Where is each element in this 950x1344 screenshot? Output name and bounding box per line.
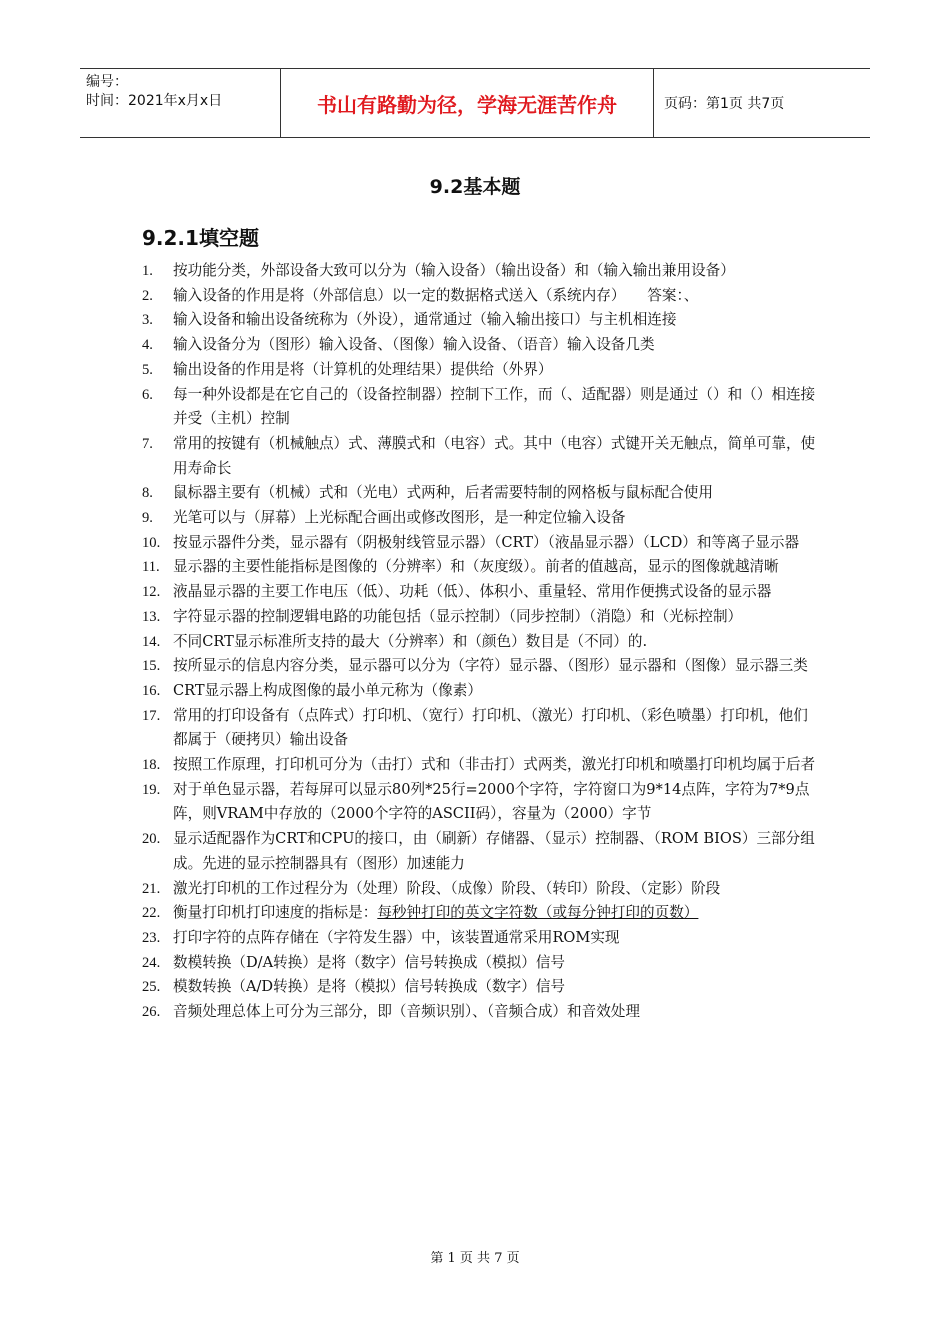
- item-text: [173, 926, 822, 951]
- item-text-main: CRT显示器上构成图像的最小单元称为（像素）: [173, 681, 482, 699]
- item-number: 18.: [142, 757, 161, 774]
- item-number: 10.: [142, 534, 161, 551]
- list-item: [142, 259, 822, 284]
- item-text: [173, 580, 822, 605]
- list-item: [142, 284, 822, 309]
- header-time-label: 时间：2021年x月x日: [86, 93, 223, 109]
- item-text-main: 按功能分类，外部设备大致可以分为（输入设备）（输出设备）和（输入输出兼用设备）: [173, 262, 735, 279]
- item-text-main: 光笔可以与（屏幕）上光标配合画出或修改图形，是一种定位输入设备: [173, 509, 626, 527]
- item-text: [173, 753, 822, 778]
- item-text: [173, 901, 822, 926]
- item-number: 9.: [142, 510, 153, 527]
- item-text: [173, 630, 822, 655]
- list-item: [142, 308, 822, 333]
- list-item: [142, 704, 822, 753]
- section-title: 9.2基本题: [429, 176, 521, 198]
- list-item: [142, 753, 822, 778]
- list-item: [142, 481, 822, 506]
- header-number-label: 编号：: [86, 74, 128, 90]
- item-number: 14.: [142, 633, 161, 650]
- item-text-main: 鼠标器主要有（机械）式和（光电）式两种，后者需要特制的网格板与鼠标配合使用: [173, 484, 713, 502]
- header-meta: [80, 69, 281, 137]
- item-text-main: 数模转换（D/A转换）是将（数字）信号转换成（模拟）信号: [173, 953, 566, 971]
- list-item: [142, 383, 822, 432]
- list-item: [142, 358, 822, 383]
- item-number: 20.: [142, 831, 161, 848]
- item-text-main: 每一种外设都是在它自己的（设备控制器）控制下工作，而（、适配器）则是通过（）和（）相连接并受（主机）控制: [173, 385, 816, 428]
- list-item: [142, 531, 822, 556]
- list-item: [142, 580, 822, 605]
- item-text-main: 输入设备分为（图形）输入设备、（图像）输入设备、（语音）输入设备几类: [173, 336, 655, 354]
- list-item: [142, 555, 822, 580]
- item-text: [173, 555, 822, 580]
- list-item: [142, 630, 822, 655]
- item-text: [173, 259, 822, 284]
- item-number: 21.: [142, 880, 161, 897]
- item-text-main: 音频处理总体上可分为三部分，即（音频识别）、（音频合成）和音效处理: [173, 1003, 640, 1021]
- item-text-main: 按所显示的信息内容分类，显示器可以分为（字符）显示器、（图形）显示器和（图像）显示器三类: [173, 657, 808, 675]
- item-text: [173, 333, 822, 358]
- item-text: [173, 1000, 822, 1025]
- item-text: [173, 827, 822, 876]
- item-text-main: 常用的打印设备有（点阵式）打印机、（宽行）打印机、（激光）打印机、（彩色喷墨）打印机，他们都属于（硬拷贝）输出设备: [173, 706, 808, 749]
- item-number: 12.: [142, 584, 161, 601]
- item-text: [173, 654, 822, 679]
- list-item: [142, 827, 822, 876]
- item-number: 25.: [142, 979, 161, 996]
- item-number: 24.: [142, 954, 161, 971]
- item-text-main: 模数转换（A/D转换）是将（模拟）信号转换成（数字）信号: [173, 978, 566, 996]
- item-text-main: 打印字符的点阵存储在（字符发生器）中，该装置通常采用ROM实现: [173, 928, 620, 946]
- item-number: 13.: [142, 608, 161, 625]
- list-item: [142, 679, 822, 704]
- item-text: [173, 679, 822, 704]
- item-text-main: 输出设备的作用是将（计算机的处理结果）提供给（外界）: [173, 360, 553, 378]
- item-text: [173, 877, 822, 902]
- item-number: 1.: [142, 263, 153, 279]
- item-text: [173, 358, 822, 383]
- item-text: [173, 383, 822, 432]
- list-item: [142, 926, 822, 951]
- header-motto: 书山有路勤为径，学海无涯苦作舟: [281, 69, 654, 137]
- item-text: [173, 481, 822, 506]
- item-text-main: 按照工作原理，打印机可分为（击打）式和（非击打）式两类，激光打印机和喷墨打印机均属于后者: [173, 756, 816, 774]
- item-text-main: 液晶显示器的主要工作电压（低）、功耗（低）、体积小、重量轻、常用作便携式设备的显示器: [173, 583, 772, 601]
- list-item: [142, 951, 822, 976]
- list-item: [142, 901, 822, 926]
- item-text-main: 不同CRT显示标准所支持的最大（分辨率）和（颜色）数目是（不同）的.: [173, 632, 648, 650]
- item-text: [173, 951, 822, 976]
- item-text: [173, 432, 822, 481]
- item-number: 4.: [142, 337, 153, 354]
- subsection-title: 9.2.1填空题: [142, 226, 259, 250]
- item-text: [173, 284, 822, 309]
- list-item: [142, 877, 822, 902]
- header-page-info: 页码：第1页 共7页: [664, 96, 785, 112]
- item-text: [173, 704, 822, 753]
- item-text-main: 常用的按键有（机械触点）式、薄膜式和（电容）式。其中（电容）式键开关无触点，简单可靠，使用寿命长: [173, 434, 816, 477]
- item-text-main: 字符显示器的控制逻辑电路的功能包括（显示控制）（同步控制）（消隐）和（光标控制）: [173, 607, 743, 625]
- item-answer-underlined: 每秒钟打印的英文字符数（或每分钟打印的页数）: [377, 904, 699, 922]
- item-number: 8.: [142, 485, 153, 502]
- page-header: [80, 68, 870, 138]
- item-text: [173, 506, 822, 531]
- item-number: 15.: [142, 658, 161, 675]
- question-list: [142, 259, 822, 1025]
- item-number: 16.: [142, 682, 161, 699]
- list-item: [142, 975, 822, 1000]
- list-item: [142, 333, 822, 358]
- item-text-main: 衡量打印机打印速度的指标是：: [173, 904, 378, 922]
- page-footer: 第 1 页 共 7 页: [430, 1251, 520, 1266]
- list-item: [142, 1000, 822, 1025]
- item-number: 23.: [142, 929, 161, 946]
- item-number: 11.: [142, 559, 160, 576]
- item-number: 22.: [142, 905, 161, 922]
- list-item: [142, 605, 822, 630]
- item-text-main: 按显示器件分类，显示器有（阴极射线管显示器）（CRT）（液晶显示器）（LCD）和等离子显示器: [173, 533, 800, 551]
- item-text: [173, 531, 822, 556]
- item-number: 19.: [142, 781, 161, 798]
- item-text: [173, 778, 822, 827]
- list-item: [142, 432, 822, 481]
- item-text: [173, 605, 822, 630]
- item-text-main: 显示器的主要性能指标是图像的（分辨率）和（灰度级）。前者的值越高，显示的图像就越清晰: [173, 558, 779, 576]
- item-number: 7.: [142, 435, 153, 452]
- item-text-main: 输入设备和输出设备统称为（外设），通常通过（输入输出接口）与主机相连接: [173, 311, 677, 329]
- item-number: 2.: [142, 287, 153, 304]
- item-number: 3.: [142, 312, 153, 329]
- item-number: 6.: [142, 386, 153, 403]
- item-text: [173, 975, 822, 1000]
- list-item: [142, 506, 822, 531]
- item-text-main: 激光打印机的工作过程分为（处理）阶段、（成像）阶段、（转印）阶段、（定影）阶段: [173, 879, 721, 897]
- item-text-main: 显示适配器作为CRT和CPU的接口，由（刷新）存储器、（显示）控制器、（ROM BIOS）三部分组成。先进的显示控制器具有（图形）加速能力: [173, 830, 815, 872]
- item-text-main: 对于单色显示器，若每屏可以显示80列*25行=2000个字符，字符窗口为9*14点阵，字符为7*9点阵，则VRAM中存放的（2000个字符的ASCII码），容量为（2000）字节: [173, 780, 810, 823]
- list-item: [142, 778, 822, 827]
- list-item: [142, 654, 822, 679]
- item-text-main: 输入设备的作用是将（外部信息）以一定的数据格式送入（系统内存） 答案：、: [173, 286, 699, 304]
- item-number: 17.: [142, 707, 161, 724]
- item-number: 5.: [142, 361, 153, 378]
- item-number: 26.: [142, 1004, 161, 1021]
- item-text: [173, 308, 822, 333]
